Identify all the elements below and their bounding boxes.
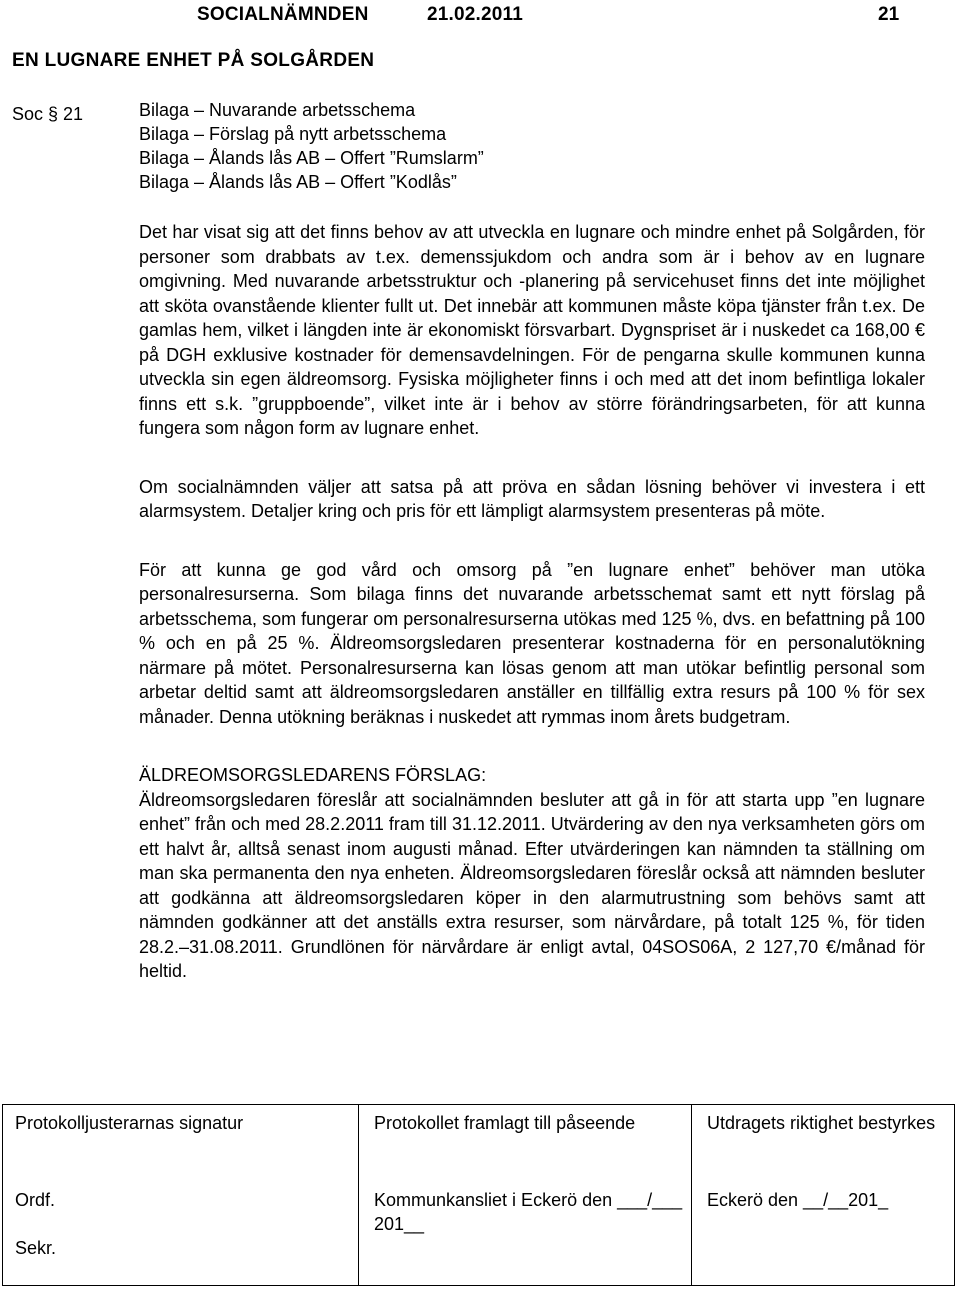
posted-heading: Protokollet framlagt till påseende [374, 1113, 636, 1133]
meeting-date: 21.02.2011 [427, 4, 524, 25]
signature-column-posted [359, 1105, 692, 1285]
certified-location-date: Eckerö den __/__201_ [707, 1190, 889, 1210]
proposal-paragraph: Äldreomsorgsledaren föreslår att socialnämnden besluter att gå in för att starta upp ”en lugnare enhet” från och med 28.2.2011 fram till 31.12.2011. Utvärdering av den nya verksamheten görs om ett halvt år, alltså senast inom augusti månad. Efter utvärderingen kan nämnden ta ställning om man ska permanenta den nya enheten. Äldreomsorgsledaren föreslår också att nämnden besluter att godkänna att äldreomsorgsledaren köper in den alarmutrustning som behövs samt att nämnden godkänner att det anställs extra resurser, som närvårdare, på totalt 125 %, för tiden 28.2.–31.08.2011. Grundlönen för närvårdare är enligt avtal, 04SOS06A, 2 127,70 €/månad för heltid. [139, 789, 925, 981]
certified-heading: Utdragets riktighet bestyrkes [707, 1113, 936, 1133]
alarm-paragraph: Om socialnämnden väljer att satsa på att pröva en sådan lösning behöver vi investera i ett alarmsystem. Detaljer kring och pris för ett lämpligt alarmsystem presenteras på möte. [139, 476, 925, 521]
attachment-list [139, 98, 484, 194]
signature-column-adjusters [3, 1105, 359, 1285]
signature-table [2, 1104, 955, 1286]
staffing-paragraph: För att kunna ge god vård och omsorg på ”en lugnare enhet” behöver man utöka personalresurserna. Som bilaga finns det nuvarande arbetsschemat samt ett nytt förslag på arbetsschema, som fungerar om personalresurserna utökas med 125 %, dvs. en befattning på 100 % och en på 25 %. Äldreomsorgsledaren presenterar kostnaderna för en personalutökning närmare på mötet. Personalresurserna kan lösas genom att man utökar befintlig personal som arbetar deltid samt att äldreomsorgsledaren anställer en tillfällig extra resurs på 100 % för sex månader. Denna utökning beräknas i nuskedet att rymmas inom årets budgetram. [139, 559, 925, 727]
section-title: EN LUGNARE ENHET PÅ SOLGÅRDEN [12, 50, 375, 71]
attachment-item: Bilaga – Ålands lås AB – Offert ”Kodlås” [139, 172, 457, 192]
chair-label: Ordf. [15, 1190, 56, 1210]
attachment-item: Bilaga – Ålands lås AB – Offert ”Rumslarm” [139, 148, 484, 168]
paragraph-reference: Soc § 21 [12, 104, 84, 124]
body-text [139, 220, 925, 984]
page-number: 21 [878, 4, 900, 25]
secretary-label: Sekr. [15, 1238, 57, 1258]
attachment-item: Bilaga – Förslag på nytt arbetsschema [139, 124, 447, 144]
proposal-heading: ÄLDREOMSORGSLEDARENS FÖRSLAG: [139, 765, 487, 785]
signature-column-certified [692, 1105, 954, 1285]
committee-name: SOCIALNÄMNDEN [197, 4, 369, 25]
signature-heading: Protokolljusterarnas signatur [15, 1113, 244, 1133]
background-paragraph: Det har visat sig att det finns behov av att utveckla en lugnare och mindre enhet på Solgården, för personer som drabbats av t.ex. demenssjukdom och andra som är i behov av en lugnare omgivning. Med nuvarande arbetsstruktur och -planering på servicehuset finns det inte möjlighet att sköta ovanstående klienter fullt ut. Det innebär att kommunen måste köpa tjänster från t.ex. De gamlas hem, vilket i längden inte är ekonomiskt försvarbart. Dygnspriset är i nuskedet ca 168,00 € på DGH exklusive kostnader för demensavdelningen. För de pengarna skulle kommunen kunna utveckla sin egen äldreomsorg. Fysiska möjligheter finns i och med att det inom befintliga lokaler finns ett s.k. ”gruppboende”, vilket inte är i behov av större förändringsarbeten, för att kunna fungera som någon form av lugnare enhet. [139, 222, 925, 438]
posted-location-date: Kommunkansliet i Eckerö den ___/___ 201__ [374, 1190, 683, 1234]
attachment-item: Bilaga – Nuvarande arbetsschema [139, 100, 416, 120]
